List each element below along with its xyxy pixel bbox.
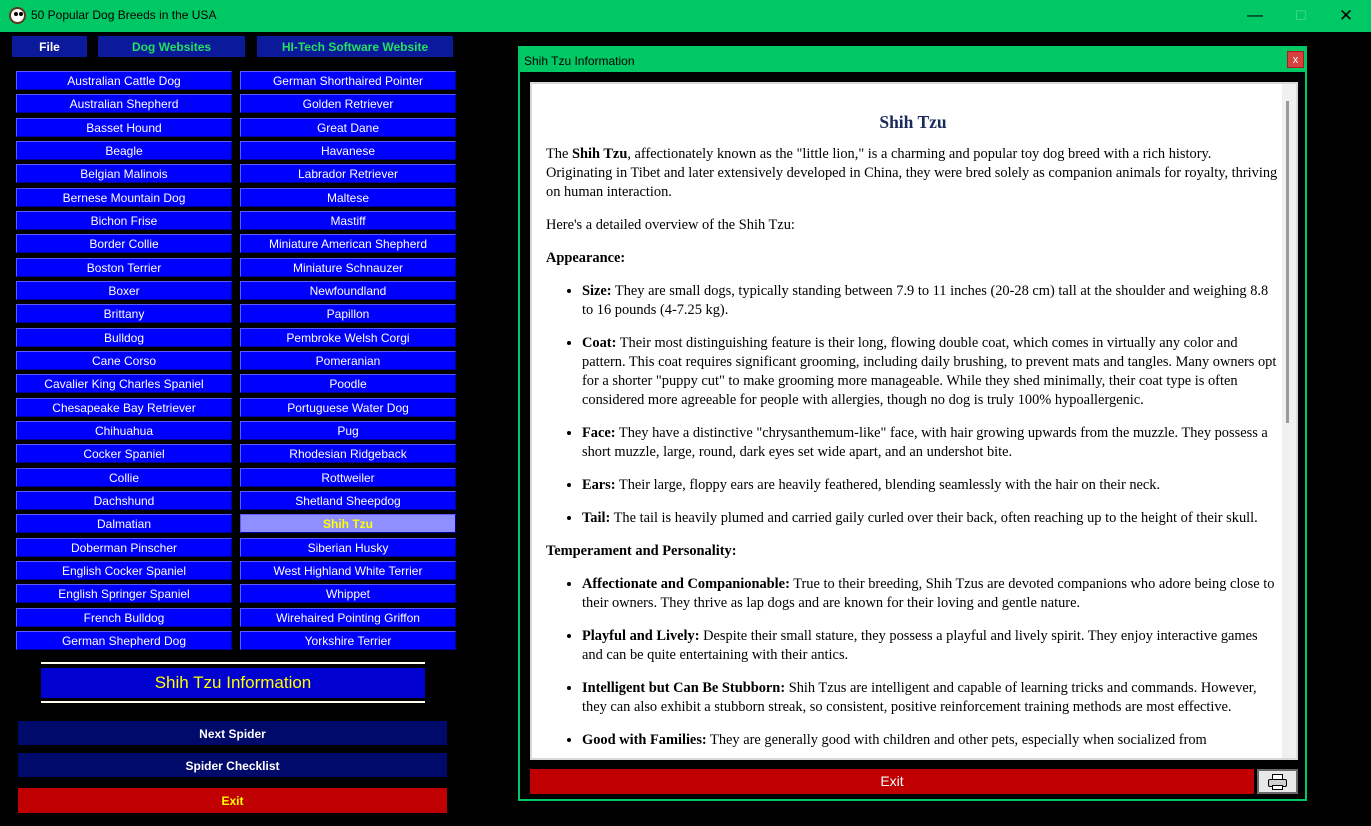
window-titlebar — [0, 0, 1371, 32]
breed-button[interactable]: Boxer — [16, 281, 232, 300]
breed-button[interactable]: Whippet — [240, 584, 456, 603]
maximize-button[interactable]: ☐ — [1295, 8, 1307, 23]
breed-button[interactable]: Pomeranian — [240, 351, 456, 370]
minimize-button[interactable]: — — [1247, 7, 1263, 24]
info-label: Shih Tzu Information — [41, 668, 425, 698]
info-content — [546, 84, 1280, 760]
dog-app-icon — [9, 7, 26, 24]
print-button[interactable] — [1257, 769, 1298, 794]
dialog-title: Shih Tzu Information — [524, 54, 635, 68]
vertical-scrollbar[interactable] — [1282, 84, 1296, 758]
breed-button[interactable]: Portuguese Water Dog — [240, 398, 456, 417]
exit-button[interactable]: Exit — [17, 787, 448, 814]
breed-button[interactable]: Brittany — [16, 304, 232, 323]
breed-button[interactable]: Maltese — [240, 188, 456, 207]
breed-button[interactable]: Newfoundland — [240, 281, 456, 300]
breed-button[interactable]: Dalmatian — [16, 514, 232, 533]
breed-button[interactable]: Pug — [240, 421, 456, 440]
breed-button[interactable]: Cocker Spaniel — [16, 444, 232, 463]
spider-checklist-button[interactable]: Spider Checklist — [17, 752, 448, 778]
breed-button[interactable]: Yorkshire Terrier — [240, 631, 456, 650]
breed-button[interactable]: Dachshund — [16, 491, 232, 510]
scrollbar-thumb[interactable] — [1286, 101, 1289, 423]
breed-button[interactable]: Great Dane — [240, 118, 456, 137]
breed-button[interactable]: Border Collie — [16, 234, 232, 253]
breed-button[interactable]: Mastiff — [240, 211, 456, 230]
breed-button[interactable]: Chesapeake Bay Retriever — [16, 398, 232, 417]
file-menu[interactable]: File — [11, 35, 88, 58]
hitech-website-menu[interactable]: HI-Tech Software Website — [256, 35, 454, 58]
breed-button[interactable]: Pembroke Welsh Corgi — [240, 328, 456, 347]
breed-button[interactable]: Basset Hound — [16, 118, 232, 137]
dialog-titlebar — [520, 48, 1305, 72]
list-item: • Tail: The tail is heavily plumed and carried gaily curled over their back, often reaching up to the height of their skull. — [582, 509, 1280, 528]
breed-button[interactable]: Labrador Retriever — [240, 164, 456, 183]
breed-button[interactable]: Cane Corso — [16, 351, 232, 370]
breed-button[interactable]: West Highland White Terrier — [240, 561, 456, 580]
dog-websites-menu[interactable]: Dog Websites — [97, 35, 246, 58]
list-item: • Coat: Their most distinguishing feature is their long, flowing double coat, which comes in virtually any color and pattern. This coat requires significant grooming, including daily brushing, to prevent mats and tangles. Many owners opt for a shorter "puppy cut" to make grooming more manageable. While they shed minimally, their coat type is often considered more agreeable for people with allergies, though no dog is truly 100% hypoallergenic. — [582, 334, 1280, 410]
breed-button[interactable]: Cavalier King Charles Spaniel — [16, 374, 232, 393]
overview-text: Here's a detailed overview of the Shih Tzu: — [546, 217, 795, 233]
breed-button[interactable]: Havanese — [240, 141, 456, 160]
list-item: • Playful and Lively: Despite their small stature, they possess a playful and lively spirit. They enjoy interactive games and can be quite entertaining with their antics. — [582, 627, 1280, 665]
breed-button[interactable]: English Springer Spaniel — [16, 584, 232, 603]
window-title: 50 Popular Dog Breeds in the USA — [31, 8, 217, 22]
breed-button[interactable]: Papillon — [240, 304, 456, 323]
breed-button[interactable]: Shetland Sheepdog — [240, 491, 456, 510]
breed-button[interactable]: Golden Retriever — [240, 94, 456, 113]
next-spider-button[interactable]: Next Spider — [17, 720, 448, 746]
section-heading: Temperament and Personality: — [546, 543, 737, 559]
appearance-list — [546, 282, 1280, 528]
list-item: • Size: They are small dogs, typically standing between 7.9 to 11 inches (20-28 cm) tall at the shoulder and weighing 8.8 to 16 pounds (4-7.25 kg). — [582, 282, 1280, 320]
list-item: • Face: They have a distinctive "chrysanthemum-like" face, with hair growing upwards from the muzzle. They possess a short muzzle, large, round, dark eyes set wide apart, and an undershot bite. — [582, 424, 1280, 462]
breed-button[interactable]: Boston Terrier — [16, 258, 232, 277]
breed-heading: Shih Tzu — [879, 112, 947, 132]
breed-button[interactable]: Miniature Schnauzer — [240, 258, 456, 277]
divider — [41, 662, 425, 664]
breed-button[interactable]: German Shepherd Dog — [16, 631, 232, 650]
breed-button[interactable]: Siberian Husky — [240, 538, 456, 557]
breed-button-selected[interactable]: Shih Tzu — [240, 514, 456, 533]
list-item: • Ears: Their large, floppy ears are heavily feathered, blending seamlessly with the hair on their neck. — [582, 476, 1280, 495]
breed-button[interactable]: Bichon Frise — [16, 211, 232, 230]
breed-button[interactable]: Collie — [16, 468, 232, 487]
info-dialog — [518, 46, 1307, 801]
breed-button[interactable]: Rhodesian Ridgeback — [240, 444, 456, 463]
breed-button[interactable]: Belgian Malinois — [16, 164, 232, 183]
list-item: • Affectionate and Companionable: True to their breeding, Shih Tzus are devoted companions who adore being close to their owners. They thrive as lap dogs and are known for their loving and gentle nature. — [582, 575, 1280, 613]
breed-button[interactable]: Poodle — [240, 374, 456, 393]
breed-button[interactable]: Chihuahua — [16, 421, 232, 440]
temperament-list — [546, 575, 1280, 750]
breed-button[interactable]: Miniature American Shepherd — [240, 234, 456, 253]
breed-button[interactable]: Bernese Mountain Dog — [16, 188, 232, 207]
breed-button[interactable]: French Bulldog — [16, 608, 232, 627]
breed-button[interactable]: Doberman Pinscher — [16, 538, 232, 557]
list-item: • Good with Families: They are generally good with children and other pets, especially when socialized from — [582, 731, 1280, 750]
breed-button[interactable]: German Shorthaired Pointer — [240, 71, 456, 90]
breed-button[interactable]: English Cocker Spaniel — [16, 561, 232, 580]
dialog-close-button[interactable]: x — [1287, 51, 1304, 68]
breed-button[interactable]: Beagle — [16, 141, 232, 160]
close-window-button[interactable]: ✕ — [1338, 6, 1354, 25]
dialog-exit-button[interactable]: Exit — [530, 769, 1254, 794]
breed-button[interactable]: Bulldog — [16, 328, 232, 347]
info-content-panel[interactable] — [530, 82, 1298, 760]
divider — [41, 701, 425, 703]
breed-button[interactable]: Australian Cattle Dog — [16, 71, 232, 90]
section-heading: Appearance: — [546, 250, 626, 266]
breed-button[interactable]: Rottweiler — [240, 468, 456, 487]
breed-button[interactable]: Australian Shepherd — [16, 94, 232, 113]
intro-paragraph: The Shih Tzu, affectionately known as the "little lion," is a charming and popular toy dog breed with a rich history. Originating in Tibet and later extensively developed in China, they were bred solely as companion animals for royalty, thriving on human interaction. — [546, 146, 1278, 200]
list-item: • Intelligent but Can Be Stubborn: Shih Tzus are intelligent and capable of learning tricks and commands. However, they can also exhibit a stubborn streak, so consistent, positive reinforcement training methods are most effective. — [582, 679, 1280, 717]
breed-button[interactable]: Wirehaired Pointing Griffon — [240, 608, 456, 627]
